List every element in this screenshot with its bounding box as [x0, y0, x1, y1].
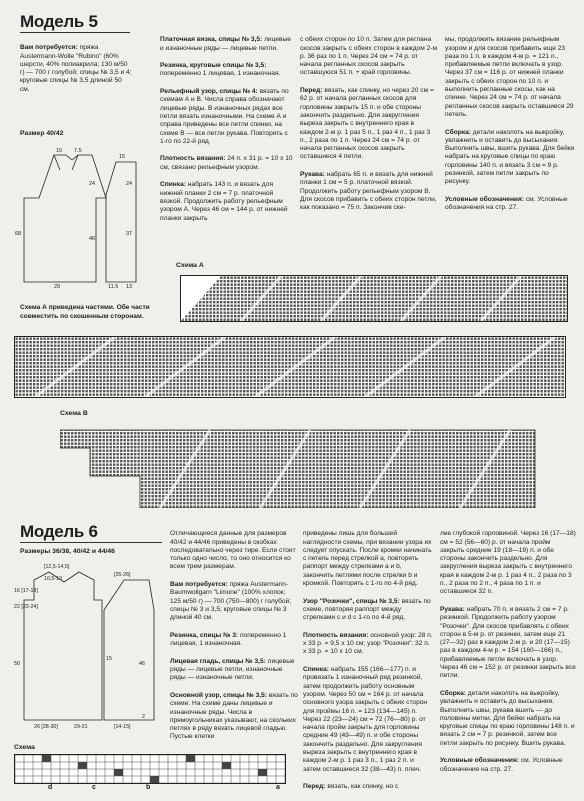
- m5c2-p2-t: вязать по схемам А и В. Числа справа обозначают лицевые ряды. В изнаночных рядах все петли вязать изнаночными. На схеме А и справа приведены все петли спинки, на схеме В — все петли рукава. Повторять с 1-го по 22-й ряд.: [160, 88, 289, 145]
- arrow-d: d: [48, 784, 53, 791]
- m6c2-p4-h: Перед:: [303, 783, 326, 791]
- m5c3-p2-h: Рукава:: [300, 171, 325, 179]
- m6c1-p4-h: Основной узор, спицы № 3,5:: [170, 691, 267, 699]
- m5c2-p4: [160, 181, 295, 222]
- m5-dim-6: 29: [54, 284, 61, 290]
- m6-dim-b: 10,5-13: [44, 576, 62, 582]
- model6-col3: [440, 522, 576, 783]
- m5c2-p0: [160, 36, 295, 53]
- m6-dim-d: 22 [23-24]: [14, 604, 38, 610]
- m5c4-p2-t: см. Условные обозначения на стр. 27.: [445, 195, 568, 212]
- m5c3-p1-t: вязать, как спинку, но через 20 см = 62 р. от начала регланных скосов для горловины закрыть 15 п. и обе стороны закончить раздельно. Для закругления выреза закрыть с внутреннего края в каждом 2-м р. 1 раз 5 п., 1 раз 4 п., 1 раз 3 п., 2 раза по 1 п. Через 24 см = 74 р. от начала регланных скосов закрыть оставшиеся 4 петли.: [300, 87, 434, 161]
- m6c1-p2-h: Резинка, спицы № 3:: [170, 631, 239, 639]
- m6c1-p2-t: попеременно 1 лицевая, 1 изнаночная.: [170, 631, 287, 648]
- scheme-b-label: Схема В: [60, 410, 88, 417]
- m6c2-p3: [303, 666, 433, 774]
- m6c2-p3-t: набрать 155 (166—177) п. и провязать 1 изнаночный ряд резинкой, затем продолжить работу основным узором. Через 50 см = 164 р. от начала основного узора закрыть с обеих сторон для проймы 16 п. = 123 (134—145) п. Через 22 (23—24) см = 72 (76—80) р. от начала пройм закрыть для горловины средние 49 (49—49) п. и обе стороны закончить раздельно. Для закругления выреза закрыть с внутреннего края в каждом 2-м р. 1 раз 3 п., 1 раз 2 п. и затем оставшиеся 32 (38—43) п. плеч.: [303, 666, 428, 773]
- scheme-a-label: Схема А: [176, 262, 204, 269]
- m6c2-p0: [303, 530, 433, 588]
- m6c2-p2-h: Плотность вязания:: [303, 631, 369, 639]
- m5c2-p4-t: набрать 143 п. и вязать для нижней планки 2 см = 7 р. платочной вязкой. Продолжить работу рельефным узором А. Через 46 см = 144 р. от нижней планки закрыть: [160, 181, 288, 222]
- m5c4-p2-h: Условные обозначения:: [445, 195, 525, 203]
- m6c3-p3-t: см. Условные обозначения на стр. 27.: [440, 757, 563, 773]
- arrow-b: b: [146, 784, 151, 791]
- scheme-a-top: [180, 275, 568, 322]
- m6c1-p3-t: лицевые ряды — лицевые петли, изнаночные ряды — изнаночные петли.: [170, 657, 295, 682]
- m6c1-p1: [170, 581, 298, 622]
- m5c3-p0-t: с обеих сторон по 10 п. Затем для реглана скосов закрыть с обеих сторон в каждом 2-м р. 36 раз по 1 п. Через 24 см = 74 р. от начала регланных скосов закрыть оставшуюся 51 п. + край горловины.: [300, 36, 437, 77]
- model6-scheme-arrows: [14, 784, 284, 798]
- m6c2-p1-h: Узор "Розочки", спицы № 3,5:: [303, 597, 400, 605]
- arrow-a: a: [276, 784, 280, 791]
- m5c2-p0-h: Платочная вязка, спицы № 3,5:: [160, 36, 263, 44]
- m5c4-p1-t: детали наколоть на выкройку, увлажнить и оставить до высыхания. Выполнить швы, вшить рукава. Для бейки набрать на круговые спицы по краю горловины 140 п. и вязать 3 см = 9 р. резинкой, затем петли закрыть по рисунку.: [445, 128, 575, 186]
- m5-dim-4: 46: [89, 236, 96, 242]
- model6-title: Модель 6: [20, 522, 98, 541]
- m5c3-p1: [300, 87, 438, 162]
- m6-dim-g: 29-31: [74, 724, 88, 730]
- m5c2-p2-h: Рельефный узор, спицы № 4:: [160, 88, 258, 96]
- m6c2-p2-t: основной узор: 28 п. х 33 р. = 9,5 х 10 см; узор "Розочки": 32 п. х 33 р. = 10 х 10 см.: [303, 631, 433, 656]
- m5c4-p0: [445, 36, 575, 119]
- m5-dim-7: 15: [119, 154, 126, 160]
- m5c2-p3-h: Плотность вязания:: [160, 155, 226, 163]
- m6-dim-l: 2: [142, 714, 145, 720]
- m6c3-p1-h: Рукава:: [440, 605, 465, 613]
- m5c2-p0-t: лицевые и изнаночные ряды — лицевые петли.: [160, 36, 291, 52]
- model5-col1: [20, 36, 132, 94]
- m6-dim-c: 16 [17-18]: [14, 588, 38, 594]
- m5-dim-5: 68: [15, 231, 22, 237]
- m5c2-p1-t: попеременно 1 лицевая, 1 изнаночная.: [160, 70, 281, 78]
- m5-dim-8: 24: [126, 181, 133, 187]
- m5-dim-11: 13: [126, 284, 133, 290]
- m6c3-p0: [440, 530, 576, 596]
- m5c4-p1: [445, 129, 575, 187]
- m5c3-p0: [300, 36, 438, 77]
- m6c1-p1-h: Вам потребуется:: [170, 581, 228, 589]
- model5-col2: [160, 28, 295, 232]
- model5-scheme-note-text: Схема А приведена частями. Обе части совместить по скошенным сторонам.: [20, 304, 150, 320]
- m6c1-p3: [170, 658, 298, 683]
- m5c4-p0-t: мы, продолжить вязание рельефным узором и для скосов прибавить еще 23 раза по 1 п. в каждом 4-м р. = 121 п., прибавляемые петли включать в узор. Через 37 см = 116 р. от нижней планки закрыть с обеих сторон по 10 п. и выполнить регланные скосы, как на спинке. Через 24 см = 74 р. от начала регланных скосов закрыть оставшиеся 29 петель.: [445, 36, 574, 118]
- m6c3-p2-t: детали наколоть на выкройку, увлажнить и оставить до высыхания. Выполнить швы, рукава вшить — до половины метки. Для бейки набрать на круговые спицы по краю горловины 148 п. и вязать 2 см = 7 р. резинкой, затем все петли закрыть по рисунку. Вшить рукава.: [440, 689, 575, 747]
- m5-dim-10: 11.5: [108, 284, 119, 290]
- m6-dim-f: 26 [28-30]: [34, 724, 58, 730]
- m5c2-p3: [160, 155, 295, 172]
- model5-pattern-diagram: [14, 140, 144, 290]
- m6c1-p4-t: вязать по схеме. На схеме даны лицевые и изнаночные ряды. Числа в прямоугольниках указывают, на скольких петлях в ряду вязать лицевой гладью. Пустые клетки: [170, 691, 298, 741]
- m6c2-p4: [303, 783, 433, 791]
- m6c3-p2: [440, 690, 576, 748]
- m5c4-p2: [445, 196, 575, 213]
- m6c2-p0-t: приведены лишь для большей наглядности схемы, при вязании узора их следует опускать. После кромки начинать с петель перед стрелкой a, повторять раппорт между стрелками a и b, закончить петлями после стрелки b и кромкой. Повторять с 1-го по 4-й ряд.: [303, 530, 432, 588]
- m6c3-p3: [440, 757, 576, 774]
- model5-col1-heading: Вам потребуется:: [20, 44, 78, 52]
- m6-dim-i: [25-26]: [114, 572, 131, 578]
- m6c3-p0-t: лее глубокой горловиной. Через 16 (17—18) см = 52 (56—60) р. от начала пройм закрыть средние 19 (18—19) п. и обе стороны закончить раздельно. Для закругления выреза закрыть с внутреннего края в каждом 2-м р. 1 раз 4 п., 2 раза по 3 п., 2 раза по 2 п., 4 раза по 1 п. и оставшиеся 32 п.: [440, 530, 576, 596]
- m6-dim-k: 46: [139, 661, 145, 667]
- model6-scheme-label: Схема: [14, 744, 35, 751]
- scheme-a-bottom: [14, 336, 566, 398]
- arrow-c: c: [92, 784, 96, 791]
- m5c3-p2-t: набрать 65 п. и вязать для нижней планки 1 см = 5 р. платочной вязкой. Продолжить работу рельефным узором В. Для скосов прибавить с обеих сторон петли, как показано = 75 п. Закончив ске-: [300, 171, 437, 212]
- m5c2-p2: [160, 88, 295, 146]
- model5-title: Модель 5: [20, 12, 98, 31]
- scheme-b: [60, 428, 540, 508]
- m6-dim-j: 15: [106, 656, 112, 662]
- scheme-a-bottom-svg: [15, 337, 565, 397]
- m5c3-p2: [300, 171, 438, 212]
- m6c2-p3-h: Спинка:: [303, 666, 329, 674]
- m5c3-p1-h: Перед:: [300, 87, 323, 95]
- m6-dim-e: 50: [14, 661, 20, 667]
- model5-col3: [300, 28, 438, 222]
- m5-dim-9: 37: [126, 231, 133, 237]
- m5-dim-2: 7.5: [74, 148, 82, 154]
- m6c1-p3-h: Лицевая гладь, спицы № 3,5:: [170, 657, 266, 665]
- model5-size-caption: Размер 40/42: [20, 130, 64, 137]
- m5c2-p1-h: Резинка, круговые спицы № 3,5:: [160, 62, 267, 70]
- model5-col4: [445, 28, 575, 222]
- m5c2-p4-h: Спинка:: [160, 181, 186, 189]
- m6c3-p1-t: набрать 70 п. и вязать 2 см = 7 р. резинкой. Продолжить работу узором "Розочки". Для скосов прибавлять с обеих сторон в 5-м р. от резинки, затем еще 21 (27—32) раз в каждом 2-м р. и 20 (17—15) раз в каждом 4-м р. = 154 (160—166) п., прибавляемые петли включать в узор. Через 46 см = 152 р. от резинки закрыть все петли.: [440, 605, 576, 680]
- model6-title-rule: [20, 542, 162, 543]
- model6-pattern-diagram: [14, 560, 164, 730]
- m6c2-p2: [303, 632, 433, 657]
- scheme-b-svg: [60, 428, 540, 508]
- m6-dim-a: [12,5-14,5]: [44, 564, 70, 570]
- m6-dim-h: [14-15]: [114, 724, 131, 730]
- m5c2-p1: [160, 62, 295, 79]
- model6-col1: [170, 522, 298, 751]
- m6c3-p3-h: Условные обозначения:: [440, 757, 520, 765]
- m5-dim-1: 10: [56, 148, 63, 154]
- model6-col2: [303, 522, 433, 801]
- model6-sizes: Размеры 36/38, 40/42 и 44/46: [20, 548, 115, 555]
- m6c3-p2-h: Сборка:: [440, 689, 466, 697]
- m6c1-p0: [170, 530, 298, 571]
- m6c2-p1: [303, 598, 433, 623]
- model6-scheme: [14, 754, 286, 784]
- m6c1-p4: [170, 692, 298, 742]
- m6c1-p1-t: пряжа Austermann-Baumwollgarn "Limone" (100% хлопок; 125 м/50 г) — 700 (750—800) г голубой; спицы № 3 и 3,5; круговые спицы № 3 длиной 40 см.: [170, 581, 292, 622]
- m6c1-p2: [170, 632, 298, 649]
- m5c2-p3-t: 24 п. х 31 р. = 10 х 10 см, связано рельефным узором.: [160, 155, 293, 171]
- m6c3-p1: [440, 606, 576, 681]
- m5-dim-3: 24: [89, 181, 96, 187]
- model5-col1-text: пряжа Austermann-Wolle "Rubino" (60% шерсти, 40% полиакрила; 130 м/50 г) — 700 г голубой; спицы № 3,5 и 4; круговые спицы № 3,5 длиной 50 см.: [20, 44, 132, 93]
- scheme-a-top-svg: [181, 276, 567, 321]
- m6c1-p0-t: Отличающиеся данные для размеров 40/42 и 44/46 приведены в скобках последовательно через тире. Если стоит только одно число, то оно относится ко всем трем размерам.: [170, 530, 296, 571]
- m6c2-p4-t: вязать, как спинку, но с: [325, 783, 399, 791]
- m6c2-p1-t: вязать по схеме, повторяя раппорт между стрелками c и d с 1-го по 4-й ряд.: [303, 597, 431, 622]
- model5-title-rule: [20, 32, 130, 33]
- model5-scheme-note: [20, 296, 170, 321]
- model6-scheme-svg: [15, 755, 285, 783]
- m5c4-p1-h: Сборка:: [445, 128, 471, 136]
